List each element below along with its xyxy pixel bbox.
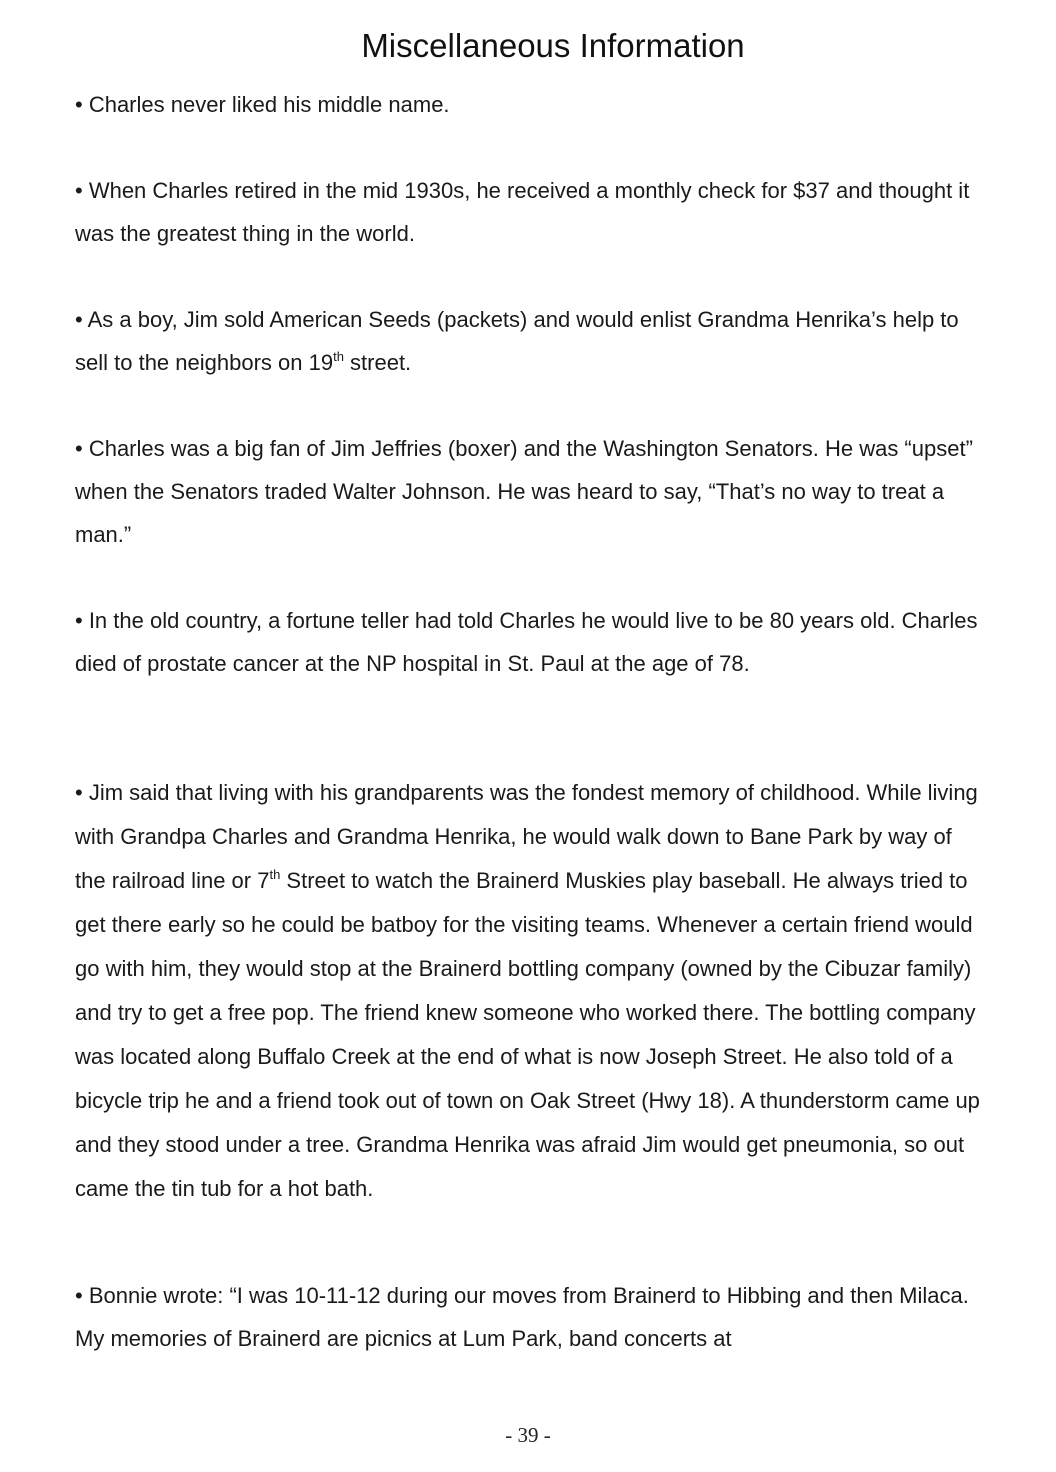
paragraph-bonnie: • Bonnie wrote: “I was 10-11-12 during our moves from Brainerd to Hibbing and then Milaca. My memories of Brainerd are picnics at Lum Park, band concerts at (75, 1283, 969, 1352)
page-title: Miscellaneous Information (361, 27, 745, 64)
paragraph-jim-jeffries: • Charles was a big fan of Jim Jeffries (boxer) and the Washington Senators. He was “upset” when the Senators traded Walter Johnson. He was heard to say, “That’s no way to treat a man.” (75, 436, 973, 548)
paragraph-text: street. (343, 350, 412, 376)
paragraph-american-seeds (75, 298, 985, 384)
page-number: - 39 - (505, 1423, 551, 1447)
ordinal-suffix: th (269, 867, 281, 882)
paragraph-text: • As a boy, Jim sold American Seeds (packets) and would enlist Grandma Henrika’s help to sell to the neighbors on 19 (75, 307, 959, 376)
paragraph-middle-name: • Charles never liked his middle name. (75, 92, 450, 117)
paragraph-fortune-teller: • In the old country, a fortune teller had told Charles he would live to be 80 years old. Charles died of prostate cancer at the NP hospital in St. Paul at the age of 78. (75, 608, 978, 677)
paragraph-text: Street to watch the Brainerd Muskies play baseball. He always tried to get there early so he could be batboy for the visiting teams. Whenever a certain friend would go with him, they would stop at the Brainerd bottling company (owned by the Cibuzar family) and try to get a free pop. The friend knew someone who worked there. The bottling company was located along Buffalo Creek at the end of what is now Joseph Street. He also told of a bicycle trip he and a friend took out of town on Oak Street (Hwy 18). A thunderstorm came up and they stood under a tree. Grandma Henrika was afraid Jim would get pneumonia, so out came the tin tub for a hot bath. (75, 868, 980, 1201)
ordinal-suffix: th (333, 349, 344, 365)
paragraph-text: • Jim said that living with his grandparents was the fondest memory of childhood. While living with Grandpa Charles and Grandma Henrika, he would walk down to Bane Park by way of the railroad line or 7 (75, 780, 978, 893)
paragraph-retirement: • When Charles retired in the mid 1930s, he received a monthly check for $37 and thought it was the greatest thing in the world. (75, 178, 970, 246)
paragraph-grandparents (75, 771, 985, 1211)
